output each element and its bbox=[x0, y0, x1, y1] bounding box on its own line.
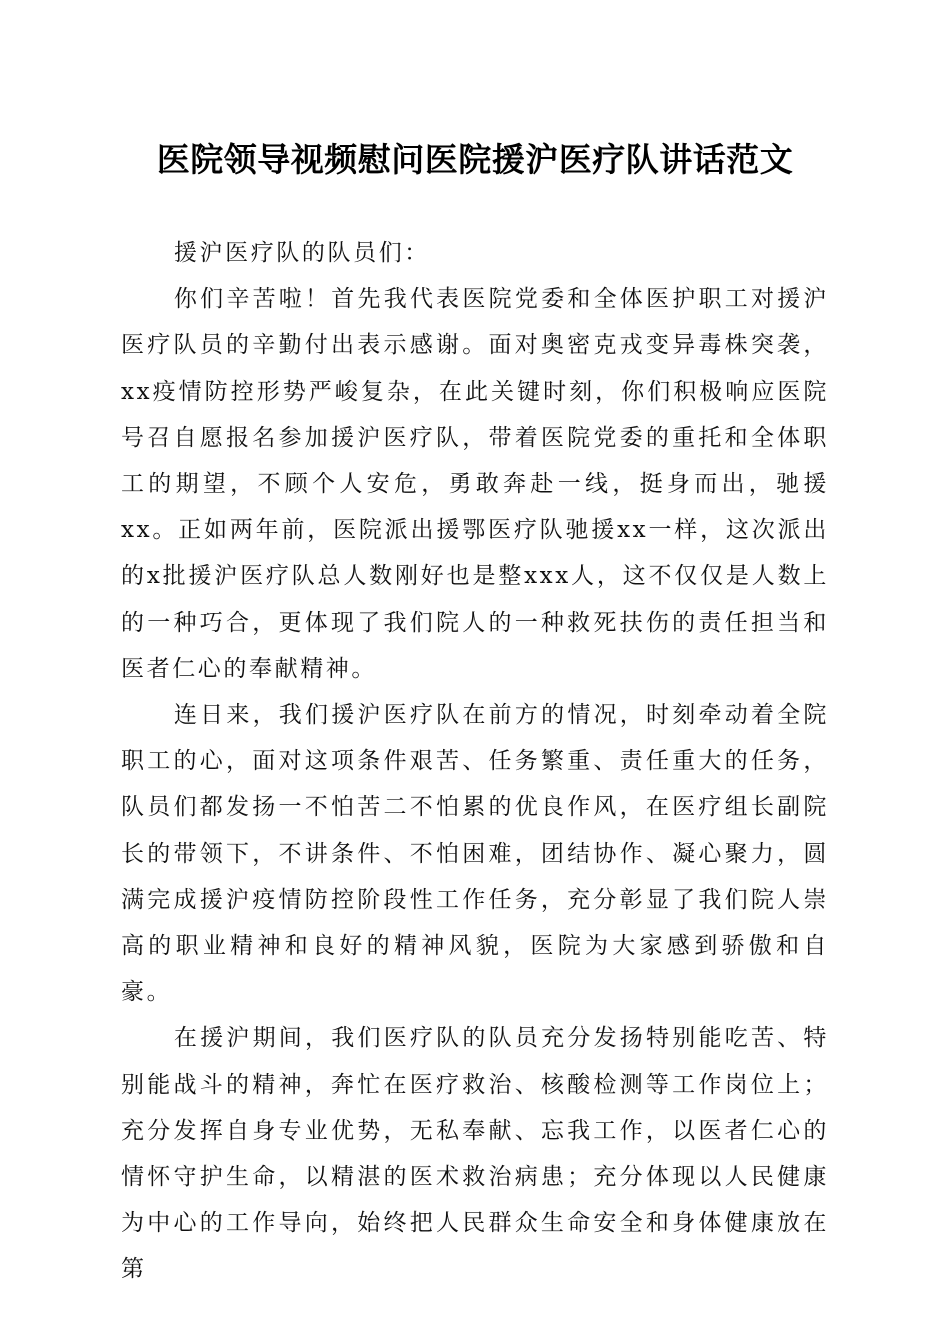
paragraph-3: 在援沪期间，我们医疗队的队员充分发扬特别能吃苦、特别能战斗的精神，奔忙在医疗救治、核酸检测等工作岗位上；充分发挥自身专业优势，无私奉献、忘我工作，以医者仁心的情怀守护生命，以精湛的医术救治病患；充分体现以人民健康为中心的工作导向，始终把人民群众生命安全和身体健康放在第 bbox=[121, 1025, 829, 1283]
salutation: 援沪医疗队的队员们： bbox=[173, 240, 430, 266]
document-title: 医院领导视频慰问医院援沪医疗队讲话范文 bbox=[156, 140, 794, 179]
document-body bbox=[121, 230, 829, 1293]
paragraph-2: 连日来，我们援沪医疗队在前方的情况，时刻牵动着全院职工的心，面对这项条件艰苦、任务繁重、责任重大的任务，队员们都发扬一不怕苦二不怕累的优良作风，在医疗组长副院长的带领下，不讲条件、不怕困难，团结协作、凝心聚力，圆满完成援沪疫情防控阶段性工作任务，充分彰显了我们院人崇高的职业精神和良好的精神风貌，医院为大家感到骄傲和自豪。 bbox=[121, 702, 829, 1006]
paragraph-1: 你们辛苦啦！首先我代表医院党委和全体医护职工对援沪医疗队员的辛勤付出表示感谢。面对奥密克戎变异毒株突袭，xx疫情防控形势严峻复杂，在此关键时刻，你们积极响应医院号召自愿报名参加援沪医疗队，带着医院党委的重托和全体职工的期望，不顾个人安危，勇敢奔赴一线，挺身而出，驰援xx。正如两年前，医院派出援鄂医疗队驰援xx一样，这次派出的x批援沪医疗队总人数刚好也是整xxx人，这不仅仅是人数上的一种巧合，更体现了我们院人的一种救死扶伤的责任担当和医者仁心的奉献精神。 bbox=[121, 286, 829, 682]
